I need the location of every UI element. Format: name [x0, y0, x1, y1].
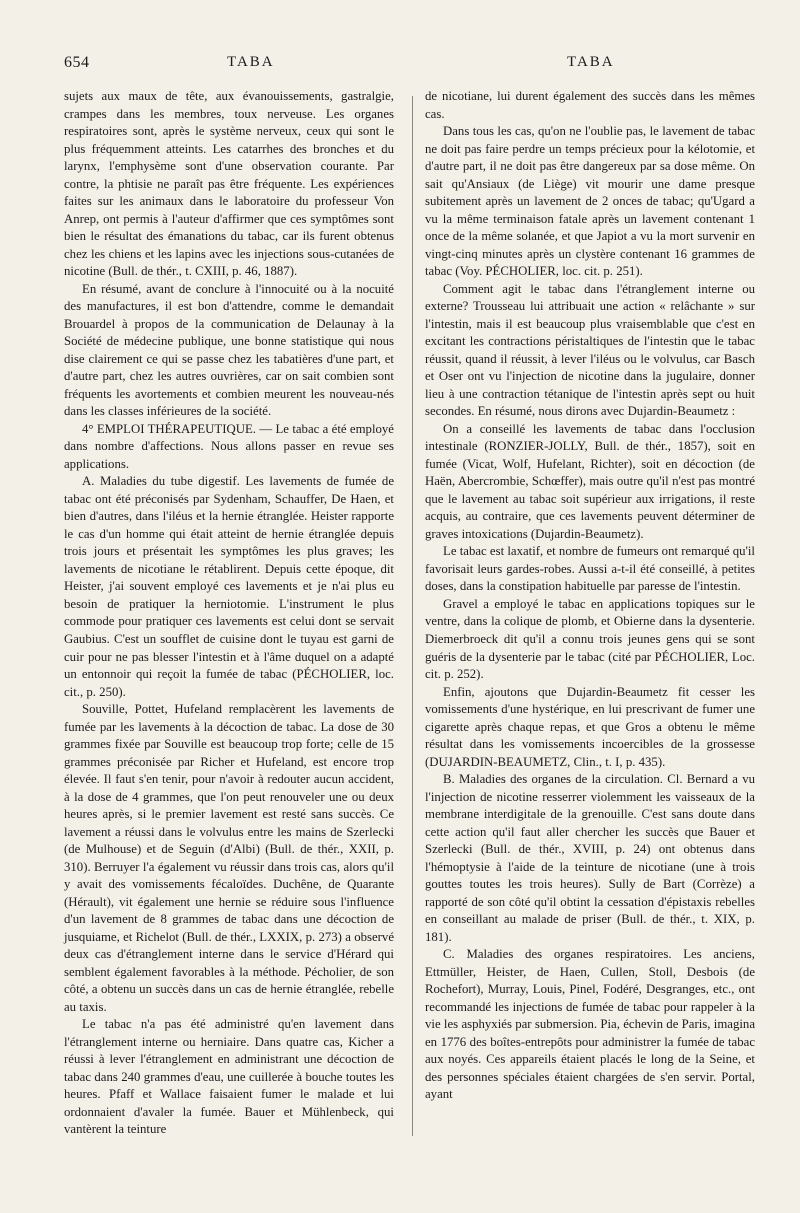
paragraph: Dans tous les cas, qu'on ne l'oublie pas, le lavement de tabac ne doit pas faire perdre un temps précieux pour la kélotomie, et d'autre part, il ne doit pas être dangereux par sa dose même. On sait qu'Ansiaux (de Liège) vit mourir une dame presque subitement après un lavement de 2 onces de tabac; qu'Ugard a vu la même terminaison fatale après un lavement contenant 1 once de la même solanée, et que Japiot a vu la mort survenir en vingt-cinq minutes après un clystère contenant 16 grammes de tabac (Voy. PÉCHOLIER, loc. cit. p. 251).	[425, 124, 755, 279]
paragraph: C. Maladies des organes respiratoires. Les anciens, Ettmüller, Heister, de Haen, Cullen, Stoll, Desbois (de Rochefort), Murray, Louis, Pinel, Fodéré, Desgranges, etc., ont recommandé les injections de fumée de tabac pour rappeler à la vie les asphyxiés par submersion. Pia, échevin de Paris, imagina en 1776 des boîtes-entrepôts pour administrer la fumée de tabac aux noyés. Ces appareils étaient placés le long de la Seine, et des personnes spéciales étaient chargées de s'en servir. Portal, ayant	[425, 947, 755, 1102]
left-column	[64, 88, 394, 1139]
page-number: 654	[64, 54, 90, 71]
paragraph: Gravel a employé le tabac en applications topiques sur le ventre, dans la colique de plomb, et Obierne dans la dysenterie. Diemerbroeck dit qu'il a connu trois jeunes gens qui se sont guéris de la dysenterie par le tabac (cité par PÉCHOLIER, Loc. cit. p. 252).	[425, 596, 755, 682]
running-head-left: TABA	[227, 54, 275, 70]
running-head-right: TABA	[567, 54, 615, 70]
paragraph: On a conseillé les lavements de tabac dans l'occlusion intestinale (RONZIER-JOLLY, Bull. de thér., 1857), soit en fumée (Vicat, Wolf, Hufelant, Richter), soit en décoction (de Haën, Abercrombie, Schœffer), mais outre qu'il n'est pas montré que le lavement au tabac soit supérieur aux irrigations, il reste acquis, au contraire, que ces lavements peuvent déterminer de graves intoxications (Dujardin-Beaumetz).	[425, 421, 755, 541]
paragraph: A. Maladies du tube digestif. Les lavements de fumée de tabac ont été préconisés par Sydenham, Schauffer, De Haen, et bien d'autres, dans l'iléus et la hernie étranglée. Heister rapporte le cas d'un homme qui était atteint de hernie étranglée depuis trois jours et présentait les symptômes les plus graves; les lavements de nicotiane le rétablirent. Depuis cette époque, dit Heister, j'ai souvent employé ces lavements et je n'ai plus eu besoin de pratiquer la herniotomie. L'instrument le plus commode pour pratiquer ces lavements est celui dont se servait Gaubius. C'est un soufflet de cuisine dont le tuyau est garni de cuir pour ne pas blesser l'intestin et à l'âme duquel on a adapté un entonnoir qui reçoit la fumée de tabac (PÉCHOLIER, loc. cit., p. 250).	[64, 474, 394, 699]
paragraph: Souville, Pottet, Hufeland remplacèrent les lavements de fumée par les lavements à la décoction de tabac. La dose de 30 grammes fixée par Souville est beaucoup trop forte; celle de 15 grammes préconisée par Richer et Hufeland, est encore trop élevée. Il faut s'en tenir, pour n'avoir à redouter aucun accident, à la dose de 4 grammes, que l'on peut renouveler une ou deux heures après, si le premier lavement est resté sans succès. Ce lavement a réussi dans le volvulus entre les mains de Szerlecki (de Mulhouse) et de Seguin (d'Albi) (Bull. de thér., XXII, p. 310). Berruyer l'a également vu réussir dans trois cas, alors qu'il y avait des vomissements fécaloïdes. Duchêne, de Quarante (Hérault), vit également une hernie se réduire sous l'influence d'un lavement de 8 grammes de tabac dans une décoction de jusquiame, et Richelot (Bull. de thér., LXXIX, p. 273) a observé deux cas d'étranglement interne dans le service d'Hérard qui semblent également favorables à la méthode. Pécholier, de son côté, a obtenu un succès dans un cas de hernie étranglée, rebelle au taxis.	[64, 702, 394, 1014]
paragraph: Le tabac est laxatif, et nombre de fumeurs ont remarqué qu'il favorisait leurs gardes-robes. Aussi a-t-il été conseillé, à petites doses, dans la constipation habituelle par paresse de l'intestin.	[425, 544, 755, 594]
paragraph: de nicotiane, lui durent également des succès dans les mêmes cas.	[425, 89, 755, 121]
paragraph: Comment agit le tabac dans l'étranglement interne ou externe? Trousseau lui attribuait une action « relâchante » sur l'intestin, mais il est beaucoup plus vraisemblable que c'est en excitant les contractions péristaltiques de l'intestin que le tabac réussit, quand il réussit, à lever l'iléus ou le volvulus, car Basch et Oser ont vu l'injection de nicotine dans la jugulaire, donner lieu à une contraction tétanique de l'intestin après sept ou huit secondes. En résumé, nous dirons avec Dujardin-Beaumetz :	[425, 281, 755, 419]
right-column	[425, 88, 755, 1104]
paragraph: Le tabac n'a pas été administré qu'en lavement dans l'étranglement interne ou herniaire. Dans quatre cas, Kicher a réussi à lever l'étranglement en administrant une décoction de tabac dans 240 grammes d'eau, une cuillerée à bouche toutes les heures. Pfaff et Wallace faisaient fumer le malade et lui ordonnaient d'avaler la fumée. Bauer et Mühlenbeck, qui vantèrent la teinture	[64, 1017, 394, 1137]
paragraph: 4° EMPLOI THÉRAPEUTIQUE. — Le tabac a été employé dans nombre d'affections. Nous allons passer en revue ses applications.	[64, 421, 394, 471]
paragraph: sujets aux maux de tête, aux évanouissements, gastralgie, crampes dans les membres, toux nerveuse. Les organes respiratoires sont, après le système nerveux, ceux qui sont le plus fréquemment atteints. Les catarrhes des bronches et du larynx, l'emphysème sont d'une observation courante. Par contre, la phtisie ne paraît pas être fréquente. Les expériences faites sur les animaux dans le laboratoire du professeur Von Anrep, ont permis à l'auteur d'affirmer que ces symptômes sont bien le résultat des émanations du tabac, car ils furent obtenus chez les chiens et les lapins avec les injections sous-cutanées de nicotine (Bull. de thér., t. CXIII, p. 46, 1887).	[64, 89, 394, 279]
paragraph: B. Maladies des organes de la circulation. Cl. Bernard a vu l'injection de nicotine resserrer violemment les vaisseaux de la membrane interdigitale de la grenouille. C'est sans doute dans cette action qu'il faut aller chercher les succès que Bauer et Szerlecki (Bull. de thér., XVIII, p. 24) ont obtenus dans l'hémoptysie à l'aide de la teinture de nicotiane (une à trois gouttes toutes les trois heures). Sully de Bart (Corrèze) a rapporté de son côté qu'il obtint la cessation d'épistaxis rebelles en conseillant au malade de priser (Bull. de thér., t. XIX, p. 181).	[425, 772, 755, 944]
paragraph: Enfin, ajoutons que Dujardin-Beaumetz fit cesser les vomissements d'une hystérique, en lui prescrivant de fumer une cigarette après chaque repas, et que Gros a obtenu le même résultat dans les vomissements incoercibles de la grossesse (DUJARDIN-BEAUMETZ, Clin., t. I, p. 435).	[425, 684, 755, 769]
column-divider	[412, 96, 413, 1136]
paragraph: En résumé, avant de conclure à l'innocuité ou à la nocuité des manufactures, il est bon d'attendre, comme le demandait Brouardel à propos de la communication de Delaunay à la Société de médecine publique, une bonne statistique qui nous dise clairement ce qui se passe chez les tabatières d'une part, et d'autre part, chez les autres ouvrières, car on sait combien sont fréquents les avortements et combien meurent les nouveau-nés dans les classes inférieures de la société.	[64, 281, 394, 419]
